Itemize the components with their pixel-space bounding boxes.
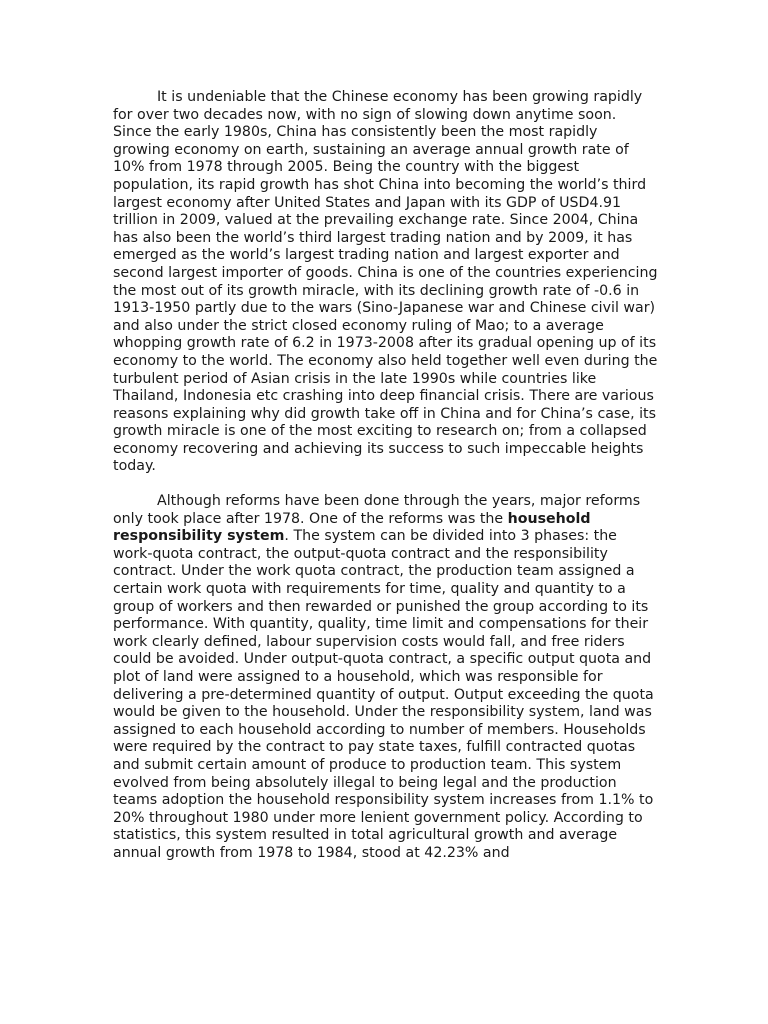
paragraph-1: It is undeniable that the Chinese economy has been growing rapidly for over two decades now, with no sign of slowing down anytime soon. Since the early 1980s, China has consistently been the most rapidly growing economy on earth, sustaining an average annual growth rate of 10% from 1978 through 2005. Being the country with the biggest population, its rapid growth has shot China into becoming the world’s third largest economy after United States and Japan with its GDP of USD4.91 trillion in 2009, valued at the prevailing exchange rate. Since 2004, China has also been the world’s third largest trading nation and by 2009, it has emerged as the world’s largest trading nation and largest exporter and second largest importer of goods. China is one of the countries experiencing the most out of its growth miracle, with its declining growth rate of -0.6 in 1913-1950 partly due to the wars (Sino-Japanese war and Chinese civil war) and also under the strict closed economy ruling of Mao; to a average whopping growth rate of 6.2 in 1973-2008 after its gradual opening up of its economy to the world. The economy also held together well even during the turbulent period of Asian crisis in the late 1990s while countries like Thailand, Indonesia etc crashing into deep financial crisis. There are various reasons explaining why did growth take off in China and for China’s case, its growth miracle is one of the most exciting to research on; from a collapsed economy recovering and achieving its success to such impeccable heights today. [113, 89, 658, 475]
paragraph-2-text-before: Although reforms have been done through the years, major reforms only took place after 1978. One of the reforms was the [113, 493, 641, 527]
paragraph-2-text-after: . The system can be divided into 3 phases: the work-quota contract, the output-quota contract and the responsibility contract. Under the work quota contract, the production team assigned a certain work quota with requirements for time, quality and quantity to a group of workers and then rewarded or punished the group according to its performance. With quantity, quality, time limit and compensations for their work clearly defined, labour supervision costs would fall, and free riders could be avoided. Under output-quota contract, a specific output quota and plot of land were assigned to a household, which was responsible for delivering a pre-determined quantity of output. Output exceeding the quota would be given to the household. Under the responsibility system, land was assigned to each household according to number of members. Households were required by the contract to pay state taxes, fulfill contracted quotas and submit certain amount of produce to production team. This system evolved from being absolutely illegal to being legal and the production teams adoption the household responsibility system increases from 1.1% to 20% throughout 1980 under more lenient government policy. According to statistics, this system resulted in total agricultural growth and average annual growth from 1978 to 1984, stood at 42.23% and [113, 528, 654, 861]
paragraph-2 [113, 493, 658, 862]
household-responsibility-term: household responsibility system [113, 510, 591, 545]
